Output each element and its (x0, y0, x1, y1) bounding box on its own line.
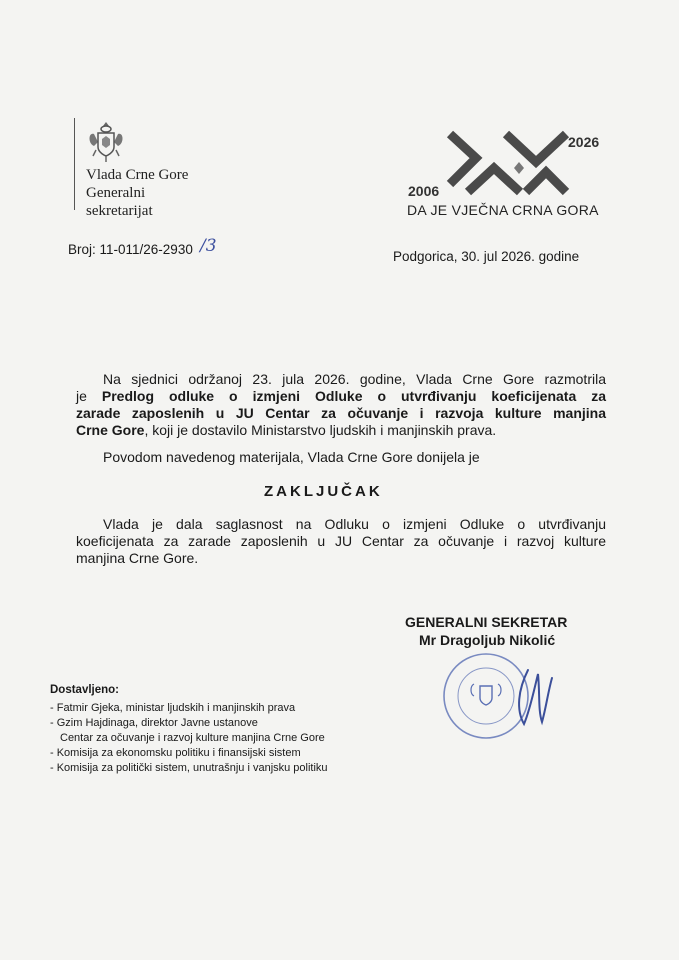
signatory-title: GENERALNI SEKRETAR (405, 614, 568, 630)
logo-year-start: 2006 (408, 183, 440, 199)
signatory-name: Mr Dragoljub Nikolić (419, 632, 556, 648)
distribution-item: Centar za očuvanje i razvoj kulture manjina Crne Gore (60, 732, 325, 744)
intro-line-4-rest: , koji je dostavilo Ministarstvo ljudskih i manjinskih prava. (144, 422, 497, 438)
logo-year-end: 2026 (568, 134, 600, 150)
paragraph-intro (76, 371, 606, 439)
distribution-item: - Fatmir Gjeka, ministar ljudskih i manjinskih prava (50, 702, 296, 714)
reference-number: Broj: 11-011/26-2930 (68, 242, 193, 257)
gov-line-1: Vlada Crne Gore (86, 167, 189, 183)
distribution-item: - Komisija za ekonomsku politiku i finansijski sistem (50, 747, 301, 759)
document-date: Podgorica, 30. jul 2026. godine (393, 249, 580, 264)
gov-line-2: Generalni (86, 185, 146, 201)
paragraph-conclusion (76, 516, 606, 567)
reference-handwritten-suffix: /3 (200, 236, 217, 256)
intro-line-2-bold: Predlog odluke o izmjeni Odluke o utvrđivanju koeficijenata za (101, 388, 606, 404)
intro-line-4-bold: Crne Gore (76, 422, 145, 438)
gov-line-3: sekretarijat (86, 203, 153, 219)
conclusion-line-2: koeficijenata za zarade zaposlenih u JU Centar za očuvanje i razvoj kulture (76, 533, 606, 549)
distribution-label: Dostavljeno: (50, 684, 120, 696)
coat-of-arms-icon (86, 120, 126, 164)
header-divider (74, 118, 75, 210)
conclusion-line-1: Vlada je dala saglasnost na Odluku o izmjeni Odluke o utvrđivanju (103, 516, 606, 532)
conclusion-line-3: manjina Crne Gore. (76, 550, 199, 566)
intro-line-1: Na sjednici održanoj 23. jula 2026. godine, Vlada Crne Gore razmotrila (103, 371, 606, 387)
distribution-list (50, 701, 328, 776)
government-name (86, 166, 188, 220)
intro-line-3-bold: zarade zaposlenih u JU Centar za očuvanje i razvoja kulture manjina (76, 405, 606, 421)
distribution-item: - Gzim Hajdinaga, direktor Javne ustanove (50, 717, 258, 729)
distribution-item: - Komisija za politički sistem, unutrašnju i vanjsku politiku (50, 762, 328, 774)
intro-line-3 (76, 405, 606, 422)
logo-tagline: DA JE VJEČNA CRNA GORA (407, 202, 599, 218)
intro-line-2 (76, 388, 606, 405)
official-stamp (432, 640, 582, 750)
paragraph-decision-intro: Povodom navedenog materijala, Vlada Crne Gore donijela je (103, 449, 480, 465)
conclusion-title: ZAKLJUČAK (264, 483, 383, 500)
intro-line-2-prefix: je (76, 388, 102, 404)
intro-line-4 (76, 422, 606, 439)
